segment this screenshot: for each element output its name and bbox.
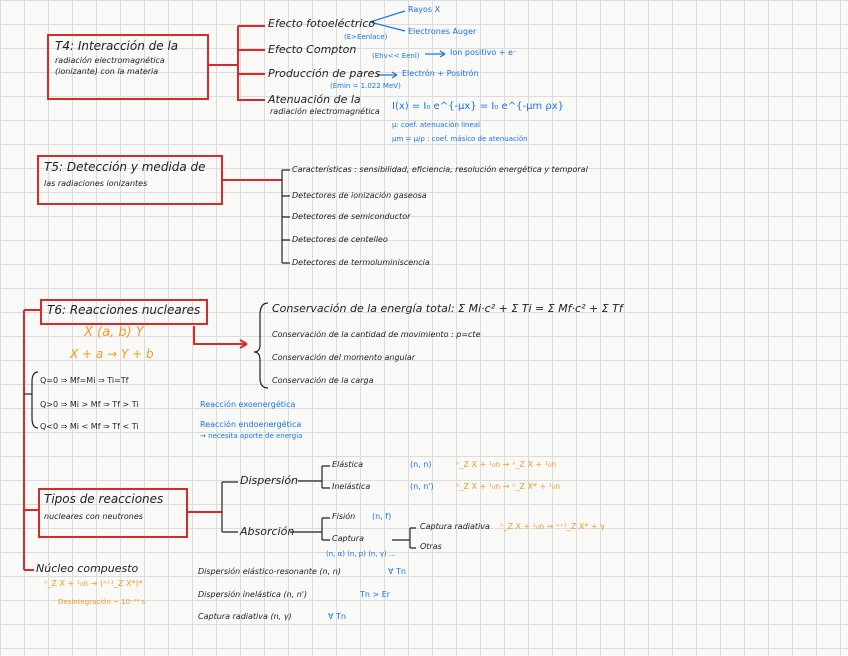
q-rule-zero: Q=0 ⇒ Mf=Mi ⇒ Ti=Tf — [40, 376, 129, 385]
inelastica-notation: (n, n') — [410, 482, 434, 491]
elastica: Elástica — [332, 460, 364, 469]
t5-item-ionizacion: Detectores de ionización gaseosa — [292, 191, 427, 200]
desintegracion: Desintegración ~ 10⁻¹⁴ s — [58, 598, 146, 606]
t6-notation1: X (a, b) Y — [84, 325, 144, 340]
efecto-fotoelectrico: Efecto fotoeléctrico — [268, 17, 376, 30]
inelastica: Inelástica — [332, 482, 371, 491]
efecto-compton: Efecto Compton — [268, 43, 357, 56]
t6-title-box — [40, 299, 208, 325]
produccion-pares: Producción de pares — [268, 67, 381, 80]
fision-notation: (n, f) — [372, 512, 392, 521]
captura: Captura — [332, 534, 364, 543]
rayos-x: Rayos X — [408, 5, 441, 14]
dispersion: Dispersión — [240, 474, 299, 487]
t6-notation2: X + a → Y + b — [70, 347, 154, 361]
dispersion-resonante: Dispersión elástico-resonante (n, n) — [198, 567, 341, 576]
t5-item-centelleo: Detectores de centelleo — [292, 235, 388, 244]
q-negative-note2: → necesita aporte de energía — [200, 432, 303, 440]
pares-sub: (Emin = 1.022 MeV) — [330, 82, 401, 90]
t4-title-line3: (ionizante) con la materia — [55, 66, 159, 76]
t5-item-termoluminiscencia: Detectores de termoluminiscencia — [292, 258, 430, 267]
captura-radiativa: Captura radiativa — [420, 522, 490, 531]
compton-result: Ion positivo + e⁻ — [450, 48, 518, 57]
conservacion-energia: Conservación de la energía total: Σ Mi·c² + Σ Ti = Σ Mf·c² + Σ Tf — [272, 302, 623, 315]
t5-title-line2: las radiaciones ionizantes — [44, 178, 148, 188]
pares-result: Electrón + Positrón — [402, 69, 479, 78]
dispersion-resonante-condition: ∀ Tn — [388, 567, 406, 576]
mum-definition: μm = μ/ρ : coef. másico de atenuación — [392, 135, 528, 143]
t5-title-line1: T5: Detección y medida de — [44, 160, 206, 174]
q-positive-note: Reacción exoenergética — [200, 400, 296, 409]
q-negative-note: Reacción endoenergética — [200, 420, 302, 429]
otras: Otras — [420, 542, 442, 551]
q-rule-positive: Q>0 ⇒ Mi > Mf ⇒ Tf > Ti — [40, 400, 139, 409]
t5-title-box — [37, 155, 223, 205]
atenuacion-formula: I(x) = I₀ e^{-μx} = I₀ e^{-μm ρx} — [392, 101, 564, 112]
neutrons-title-line1: Tipos de reacciones — [44, 492, 164, 506]
efecto-fotoelectrico-sub: (E>Eenlace) — [344, 33, 388, 41]
conservacion-cantidad-movimiento: Conservación de la cantidad de movimiento : p=cte — [272, 330, 481, 339]
inelastica-equation: ᴬ_Z X + ¹₀n → ᴬ_Z X* + ¹₀n — [456, 482, 561, 491]
neutrons-title-box — [38, 488, 188, 538]
conservacion-carga: Conservación de la carga — [272, 376, 374, 385]
captura-radiativa-condition: ∀ Tn — [328, 612, 346, 621]
atenuacion-line1: Atenuación de la — [268, 93, 361, 106]
captura-radiativa-line: Captura radiativa (n, γ) — [198, 612, 292, 621]
captura-radiativa-equation: ᴬ_Z X + ¹₀n → ᴬ⁺¹_Z X* + γ — [500, 522, 605, 531]
electrones-auger: Electrones Auger — [408, 27, 477, 36]
t4-title-line1: T4: Interacción de la — [55, 39, 179, 53]
nucleo-compuesto: Núcleo compuesto — [36, 562, 139, 575]
t5-item-caracteristicas: Características : sensibilidad, eficiencia, resolución energética y temporal — [292, 165, 588, 174]
q-rule-negative: Q<0 ⇒ Mi < Mf ⇒ Tf < Ti — [40, 422, 139, 431]
captura-notations: (n, α) (n, p) (n, γ) ... — [326, 550, 396, 558]
elastica-notation: (n, n) — [410, 460, 432, 469]
t4-title-line2: radiación electromagnética — [55, 55, 165, 65]
absorcion: Absorción — [240, 525, 295, 538]
dispersion-inelastica-condition: Tn > Er — [360, 590, 391, 599]
t6-title: T6: Reacciones nucleares — [47, 303, 201, 317]
t4-title-box — [47, 34, 209, 100]
atenuacion-line2: radiación electromagnética — [270, 107, 380, 116]
conservacion-momento-angular: Conservación del momento angular — [272, 353, 416, 362]
compton-sub: (Ehv<< Eenl) — [372, 52, 420, 60]
nucleo-equation: ᴬ_Z X + ¹₀n → (ᴬ⁺¹_Z X*)* — [44, 579, 143, 588]
neutrons-title-line2: nucleares con neutrones — [44, 511, 143, 521]
elastica-equation: ᴬ_Z X + ¹₀n → ᴬ_Z X + ¹₀n — [456, 460, 557, 469]
t5-item-semiconductor: Detectores de semiconductor — [292, 212, 411, 221]
mu-definition: μ: coef. atenuación lineal — [392, 121, 480, 129]
dispersion-inelastica: Dispersión inelástica (n, n') — [198, 590, 308, 599]
fision: Fisión — [332, 512, 356, 521]
